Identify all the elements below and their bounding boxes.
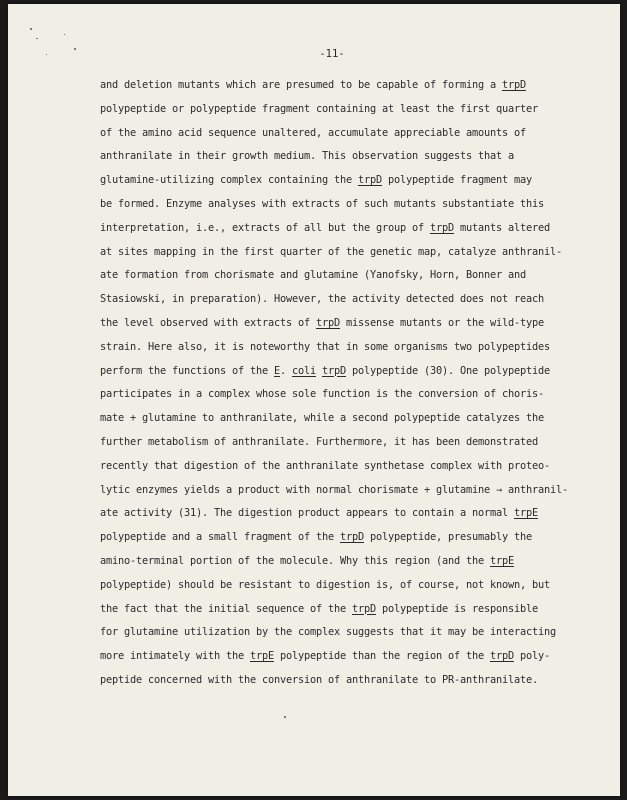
text-segment: strain. Here also, it is noteworthy that in some organisms two polypeptides	[100, 340, 550, 353]
text-segment: lytic enzymes yields a product with normal chorismate + glutamine → anthranil-	[100, 483, 568, 496]
text-segment: mate + glutamine to anthranilate, while a second polypeptide catalyzes the	[100, 412, 544, 425]
text-segment: polypeptide (30). One polypeptide	[345, 364, 550, 377]
underlined-gene-name: trpD	[501, 79, 526, 91]
text-segment: recently that digestion of the anthranilate synthetase complex with proteo-	[100, 459, 550, 472]
text-segment: further metabolism of anthranilate. Furthermore, it has been demonstrated	[100, 435, 538, 448]
scan-speck	[64, 34, 65, 35]
text-segment: polypeptide and a small fragment of the	[100, 531, 340, 544]
text-line	[100, 502, 560, 526]
text-line	[100, 455, 560, 479]
text-segment: the fact that the initial sequence of the	[100, 602, 352, 615]
text-segment: Stasiowski, in preparation). However, the activity detected does not reach	[100, 293, 544, 306]
scan-speck	[30, 28, 32, 30]
text-segment: for glutamine utilization by the complex suggests that it may be interacting	[100, 626, 556, 639]
underlined-gene-name: trpD	[315, 316, 340, 329]
text-segment: polypeptide, presumably the	[363, 531, 532, 544]
underlined-gene-name: trpD	[489, 650, 514, 663]
text-segment: be formed. Enzyme analyses with extracts of such mutants substantiate this	[100, 197, 544, 210]
underlined-gene-name: trpD	[339, 531, 364, 544]
text-line	[100, 264, 560, 288]
text-line	[100, 360, 560, 384]
text-line	[100, 526, 560, 550]
text-segment: polypeptide than the region of the	[273, 650, 490, 663]
text-segment: peptide concerned with the conversion of anthranilate to PR-anthranilate.	[100, 673, 538, 686]
scan-speck	[36, 38, 38, 39]
underlined-gene-name: trpD	[351, 602, 376, 615]
text-line	[100, 336, 560, 360]
text-line	[100, 145, 560, 169]
text-segment: polypeptide or polypeptide fragment containing at least the first quarter	[100, 102, 538, 115]
underlined-gene-name: trpE	[513, 507, 538, 520]
text-line	[100, 241, 560, 265]
document-page	[8, 4, 620, 796]
page-number: -11-	[319, 48, 345, 60]
text-segment: at sites mapping in the first quarter of the genetic map, catalyze anthranil-	[100, 245, 562, 258]
underlined-gene-name: E	[273, 364, 280, 377]
underlined-gene-name: trpD	[357, 174, 382, 187]
text-segment: ate formation from chorismate and glutamine (Yanofsky, Horn, Bonner and	[100, 269, 526, 282]
text-segment: of the amino acid sequence unaltered, accumulate appreciable amounts of	[100, 126, 526, 139]
underlined-gene-name: trpD	[429, 221, 454, 234]
text-segment: .	[279, 364, 292, 377]
text-line	[100, 407, 560, 431]
text-line	[100, 98, 560, 122]
text-segment: the level observed with extracts of	[100, 316, 316, 329]
text-line	[100, 598, 560, 622]
text-line	[100, 217, 560, 241]
text-segment: ate activity (31). The digestion product appears to contain a normal	[100, 507, 514, 520]
text-line	[100, 288, 560, 312]
text-segment: mutants altered	[453, 221, 550, 234]
text-segment: more intimately with the	[100, 650, 250, 663]
text-segment: participates in a complex whose sole function is the conversion of choris-	[100, 388, 544, 401]
text-segment: missense mutants or the wild-type	[339, 316, 544, 329]
text-line	[100, 645, 560, 669]
text-line	[100, 550, 560, 574]
text-line	[100, 431, 560, 455]
text-line	[100, 74, 560, 98]
text-segment: polypeptide is responsible	[375, 602, 538, 615]
text-line	[100, 193, 560, 217]
text-line	[100, 169, 560, 193]
text-segment: polypeptide fragment may	[381, 174, 532, 187]
text-line	[100, 122, 560, 146]
text-segment: glutamine-utilizing complex containing the	[100, 174, 358, 187]
text-line	[100, 312, 560, 336]
text-segment: poly-	[513, 650, 550, 663]
underlined-gene-name: trpE	[489, 554, 514, 567]
text-line	[100, 383, 560, 407]
text-line	[100, 479, 568, 503]
text-segment: and deletion mutants which are presumed to be capable of forming a	[100, 79, 502, 91]
text-line	[100, 621, 560, 645]
text-segment: perform the functions of the	[100, 364, 274, 377]
text-segment: amino-terminal portion of the molecule. Why this region (and the	[100, 554, 490, 567]
scan-speck	[284, 716, 286, 718]
text-segment: interpretation, i.e., extracts of all but the group of	[100, 221, 430, 234]
text-line	[100, 574, 560, 598]
text-line	[100, 669, 560, 693]
underlined-gene-name: trpE	[249, 650, 274, 663]
text-segment: polypeptide) should be resistant to digestion is, of course, not known, but	[100, 578, 550, 591]
underlined-gene-name: trpD	[321, 364, 346, 377]
text-segment: anthranilate in their growth medium. This observation suggests that a	[100, 150, 514, 163]
underlined-gene-name: coli	[291, 364, 316, 377]
body-paragraph	[100, 74, 568, 693]
